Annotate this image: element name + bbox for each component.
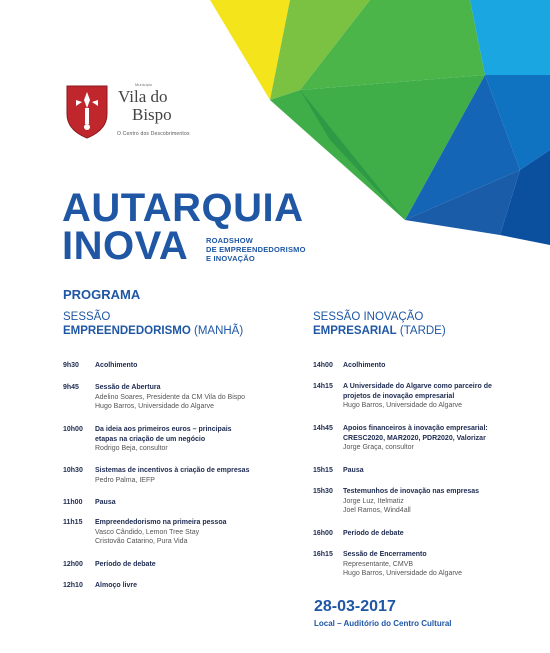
logo-top-text: Município xyxy=(135,82,153,87)
event-location: Local – Auditório do Centro Cultural xyxy=(314,619,452,628)
logo-name-line2: Bispo xyxy=(132,105,172,124)
logo-tagline: O Centro dos Descobrimentos xyxy=(117,131,190,137)
morning-session-title: SESSÃO EMPREENDEDORISMO (MANHÃ) xyxy=(63,311,244,337)
main-title-line1: AUTARQUIA xyxy=(62,186,304,230)
logo-name-line1: Vila do xyxy=(118,87,168,106)
main-title-line2: INOVA xyxy=(62,224,189,268)
event-date: 28-03-2017 xyxy=(314,598,396,615)
afternoon-session-title: SESSÃO INOVAÇÃO EMPRESARIAL (TARDE) xyxy=(313,311,446,337)
programa-heading: PROGRAMA xyxy=(63,287,141,302)
roadshow-subtitle: ROADSHOW DE EMPREENDEDORISMO E INOVAÇÃO xyxy=(206,236,306,263)
